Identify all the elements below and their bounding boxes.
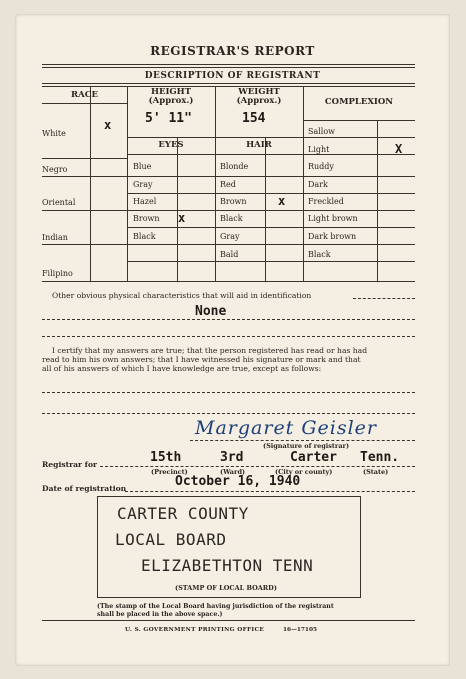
height-value: 5' 11" [145,111,192,126]
grid-hline [42,158,127,159]
hair-option-black: Black [220,214,243,223]
ward-value: 3rd [220,450,244,465]
title-rule [42,64,415,65]
complexion-option-light: Light [308,145,330,154]
stamp-note-line-1: (The stamp of the Local Board having jurisdiction of the registrant [97,603,334,610]
subtitle-rule-2 [42,86,415,87]
dotted-line [42,336,415,337]
date-line [125,491,415,492]
city-value: Carter [290,450,337,465]
dotted-line [42,392,415,393]
race-option-filipino: Filipino [42,269,73,278]
hair-option-bald: Bald [220,250,239,259]
other-characteristics-value: None [195,304,227,319]
grid-vline [177,137,178,281]
registrar-for-label: Registrar for [42,460,98,469]
registrar-signature: Margaret Geisler [195,417,378,439]
dotted-line [42,319,415,320]
height-approx: (Approx.) [148,96,194,106]
eyes-option-blue: Blue [133,162,152,171]
dotted-line [353,298,415,300]
stamp-note-line-2: shall be placed in the above space.) [97,611,223,618]
grid-vline [90,86,91,281]
grid-vline [127,86,128,281]
height-header: HEIGHT [150,87,192,97]
weight-header: WEIGHT [238,87,280,97]
complexion-option-light-brown: Light brown [308,214,358,223]
stamp-line-3: ELIZABETHTON TENN [141,556,314,575]
precinct-value: 15th [150,450,182,465]
race-header: RACE [71,90,98,100]
registration-card [15,14,450,666]
grid-hline [303,261,415,262]
grid-hline [127,137,303,138]
stamp-line-1: CARTER COUNTY [117,504,249,523]
hair-option-red: Red [220,180,236,189]
ward-caption: (Ward) [220,468,246,476]
certify-line-1: I certify that my answers are true; that the person registered has read or has had [52,346,368,355]
hair-option-brown: Brown [220,197,247,206]
eyes-header: EYES [158,140,184,150]
complexion-option-dark: Dark [308,180,328,189]
complexion-option-dark-brown: Dark brown [308,232,357,241]
weight-value: 154 [242,111,266,126]
eyes-option-hazel: Hazel [133,197,157,206]
hair-header: HAIR [246,140,272,150]
signature-line [190,440,415,441]
subtitle-rule [42,83,415,84]
grid-hline [303,137,415,138]
hair-brown-mark: x [278,194,286,208]
eyes-option-brown: Brown [133,214,160,223]
date-value: October 16, 1940 [175,474,301,489]
state-caption: (State) [363,468,389,476]
complexion-option-freckled: Freckled [308,197,344,206]
complexion-option-black: Black [308,250,331,259]
eyes-option-gray: Gray [133,180,153,189]
dotted-line [42,413,415,414]
grid-vline [215,86,216,281]
race-option-white: White [42,129,66,138]
grid-vline [303,86,304,281]
eyes-brown-mark: x [178,211,186,225]
stamp-caption: (STAMP OF LOCAL BOARD) [175,584,277,592]
hair-option-blonde: Blonde [220,162,249,171]
race-option-negro: Negro [42,165,68,174]
footer-printer: U. S. GOVERNMENT PRINTING OFFICE [125,627,265,633]
city-caption: (City or county) [275,468,333,476]
grid-bottom-rule [42,281,415,282]
state-value: Tenn. [360,450,400,465]
race-white-mark: x [104,118,112,132]
certify-line-2: read to him his own answers; that I have witnessed his signature or mark and that [42,355,361,364]
grid-hline [303,120,415,121]
footer-code: 16—17105 [283,627,318,633]
grid-hline [42,244,415,245]
precinct-caption: (Precinct) [151,468,188,476]
race-option-oriental: Oriental [42,198,76,207]
card-title: REGISTRAR'S REPORT [150,44,315,58]
grid-vline [377,120,378,281]
footer-rule [42,620,415,621]
stamp-line-2: LOCAL BOARD [115,530,227,549]
grid-hline [127,193,415,194]
other-characteristics-label: Other obvious physical characteristics that will aid in identification [52,291,312,300]
certify-line-3: all of his answers of which I have knowledge are true, except as follows: [42,364,322,373]
race-option-indian: Indian [42,233,68,242]
grid-hline [42,210,415,211]
grid-hline [42,176,415,177]
complexion-option-sallow: Sallow [308,127,336,136]
grid-hline [42,103,127,104]
date-label: Date of registration [42,484,127,493]
weight-approx: (Approx.) [236,96,282,106]
complexion-option-ruddy: Ruddy [308,162,334,171]
card-subtitle: DESCRIPTION OF REGISTRANT [144,71,321,81]
complexion-light-mark: X [395,142,403,156]
eyes-option-black: Black [133,232,156,241]
grid-vline [265,137,266,281]
registrar-for-line [100,466,415,467]
complexion-header: COMPLEXION [324,97,394,107]
signature-caption: (Signature of registrar) [263,442,350,450]
grid-hline [127,227,415,228]
title-rule-2 [42,67,415,68]
hair-option-gray: Gray [220,232,240,241]
grid-hline [127,154,415,155]
